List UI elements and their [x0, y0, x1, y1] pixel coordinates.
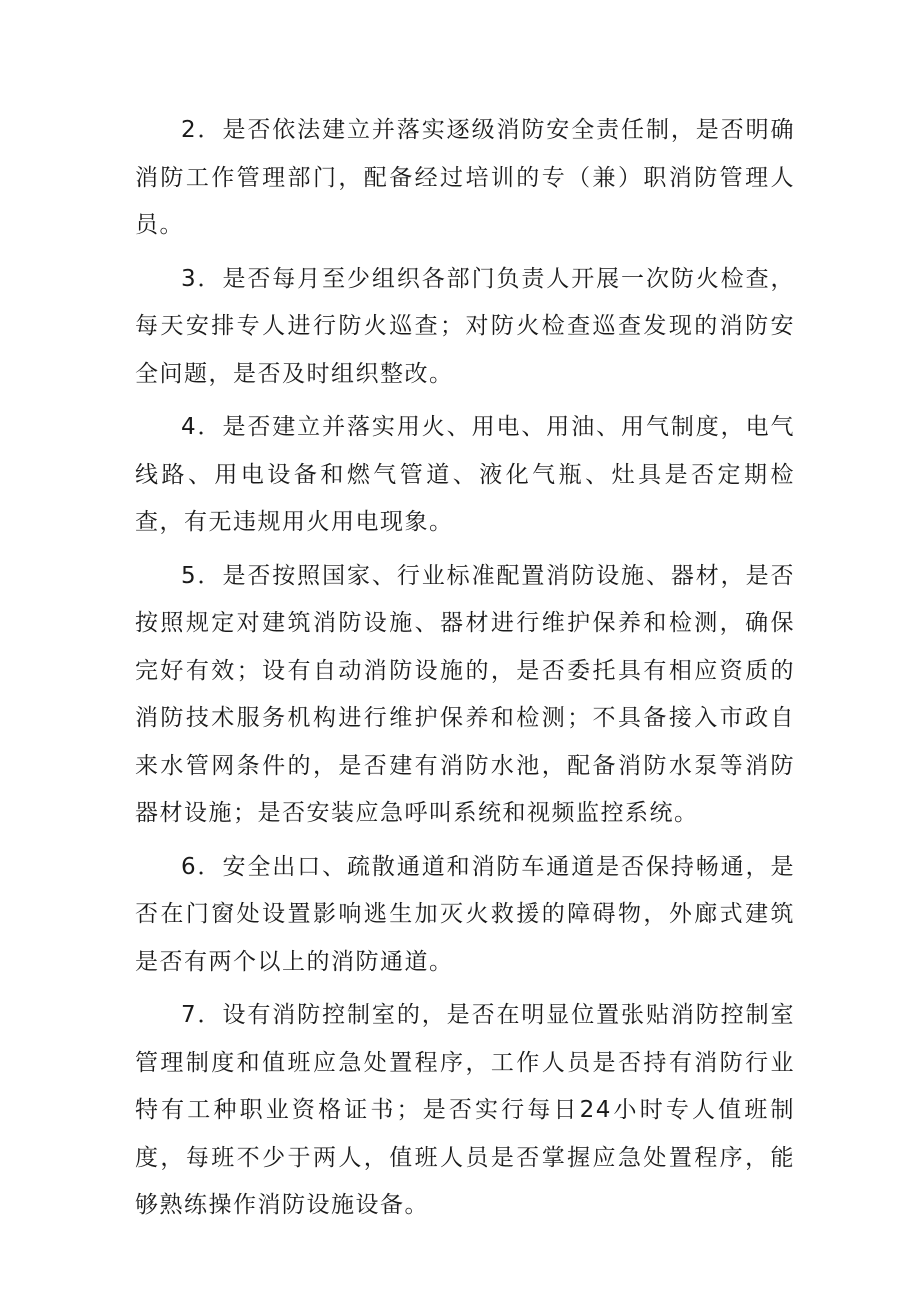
paragraph-item-3: 3．是否每月至少组织各部门负责人开展一次防火检查，每天安排专人进行防火巡查；对防火检查巡查发现的消防安全问题，是否及时组织整改。 [135, 265, 795, 387]
document-body [135, 107, 795, 1236]
paragraph-item-6: 6．安全出口、疏散通道和消防车通道是否保持畅通，是否在门窗处设置影响逃生加灭火救援的障碍物，外廊式建筑是否有两个以上的消防通道。 [135, 853, 795, 975]
paragraph-item-4: 4．是否建立并落实用火、用电、用油、用气制度，电气线路、用电设备和燃气管道、液化气瓶、灶具是否定期检查，有无违规用火用电现象。 [135, 414, 795, 535]
paragraph-item-2: 2．是否依法建立并落实逐级消防安全责任制，是否明确消防工作管理部门，配备经过培训的专（兼）职消防管理人员。 [135, 117, 795, 238]
paragraph-item-7: 7．设有消防控制室的，是否在明显位置张贴消防控制室管理制度和值班应急处置程序，工作人员是否持有消防行业特有工种职业资格证书；是否实行每日24小时专人值班制度，每班不少于两人，值班人员是否掌握应急处置程序，能够熟练操作消防设施设备。 [135, 1002, 795, 1218]
paragraph-item-5: 5．是否按照国家、行业标准配置消防设施、器材，是否按照规定对建筑消防设施、器材进行维护保养和检测，确保完好有效；设有自动消防设施的，是否委托具有相应资质的消防技术服务机构进行维护保养和检测；不具备接入市政自来水管网条件的，是否建有消防水池，配备消防水泵等消防器材设施；是否安装应急呼叫系统和视频监控系统。 [135, 562, 795, 826]
